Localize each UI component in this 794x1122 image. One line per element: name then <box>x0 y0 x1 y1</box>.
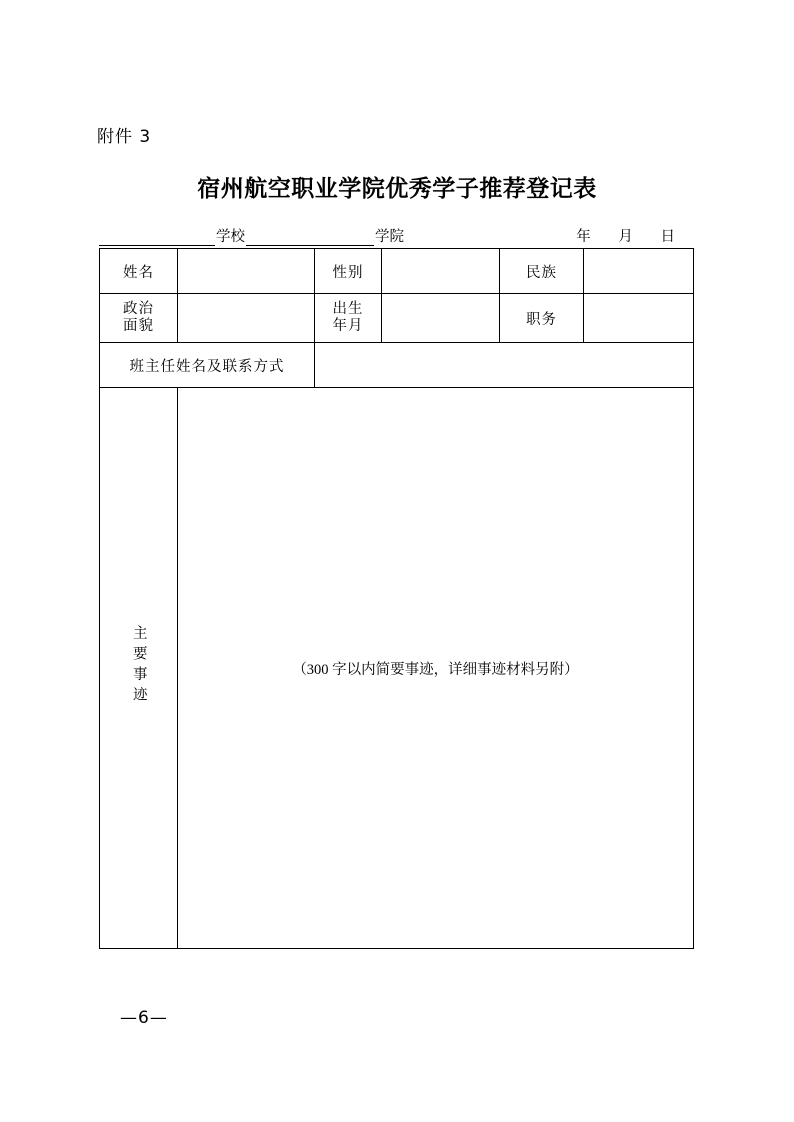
month-label: 月 <box>618 229 633 245</box>
cell-teacher-value[interactable] <box>315 343 694 388</box>
registration-form-table <box>99 248 694 949</box>
table-row <box>100 294 694 343</box>
cell-gender-label: 性别 <box>315 249 382 294</box>
cell-deeds-value[interactable] <box>178 388 694 949</box>
cell-name-label: 姓名 <box>100 249 178 294</box>
cell-position-label: 职务 <box>500 294 584 343</box>
cell-political-value[interactable] <box>178 294 315 343</box>
page-title: 宿州航空职业学院优秀学子推荐登记表 <box>197 176 597 202</box>
table-row <box>100 249 694 294</box>
political-label-line2: 面貌 <box>123 318 154 334</box>
cell-birth-label <box>315 294 382 343</box>
school-blank[interactable] <box>99 228 215 246</box>
school-label: 学校 <box>216 229 245 245</box>
political-label-line1: 政治 <box>123 301 154 318</box>
year-label: 年 <box>576 229 591 245</box>
cell-gender-value[interactable] <box>382 249 500 294</box>
attachment-label: 附件 3 <box>97 127 152 147</box>
birth-label-line1: 出生 <box>332 301 364 318</box>
college-blank[interactable] <box>246 228 374 246</box>
cell-teacher-label: 班主任姓名及联系方式 <box>100 343 315 388</box>
table-row <box>100 388 694 949</box>
birth-label-line2: 年月 <box>332 318 364 334</box>
cell-ethnicity-label: 民族 <box>500 249 584 294</box>
cell-political-label <box>100 294 178 343</box>
date-fields <box>552 225 675 246</box>
deeds-label-text: 主要事迹 <box>130 624 147 707</box>
cell-name-value[interactable] <box>178 249 315 294</box>
cell-birth-value[interactable] <box>382 294 500 343</box>
deeds-hint-text: （300 字以内简要事迹，详细事迹材料另附） <box>292 661 579 678</box>
college-label: 学院 <box>375 229 404 245</box>
cell-ethnicity-value[interactable] <box>584 249 694 294</box>
day-label: 日 <box>660 229 675 245</box>
page-number: —6— <box>120 1008 168 1028</box>
cell-position-value[interactable] <box>584 294 694 343</box>
subheader-line <box>99 225 693 247</box>
table-row <box>100 343 694 388</box>
cell-deeds-label <box>100 388 178 949</box>
